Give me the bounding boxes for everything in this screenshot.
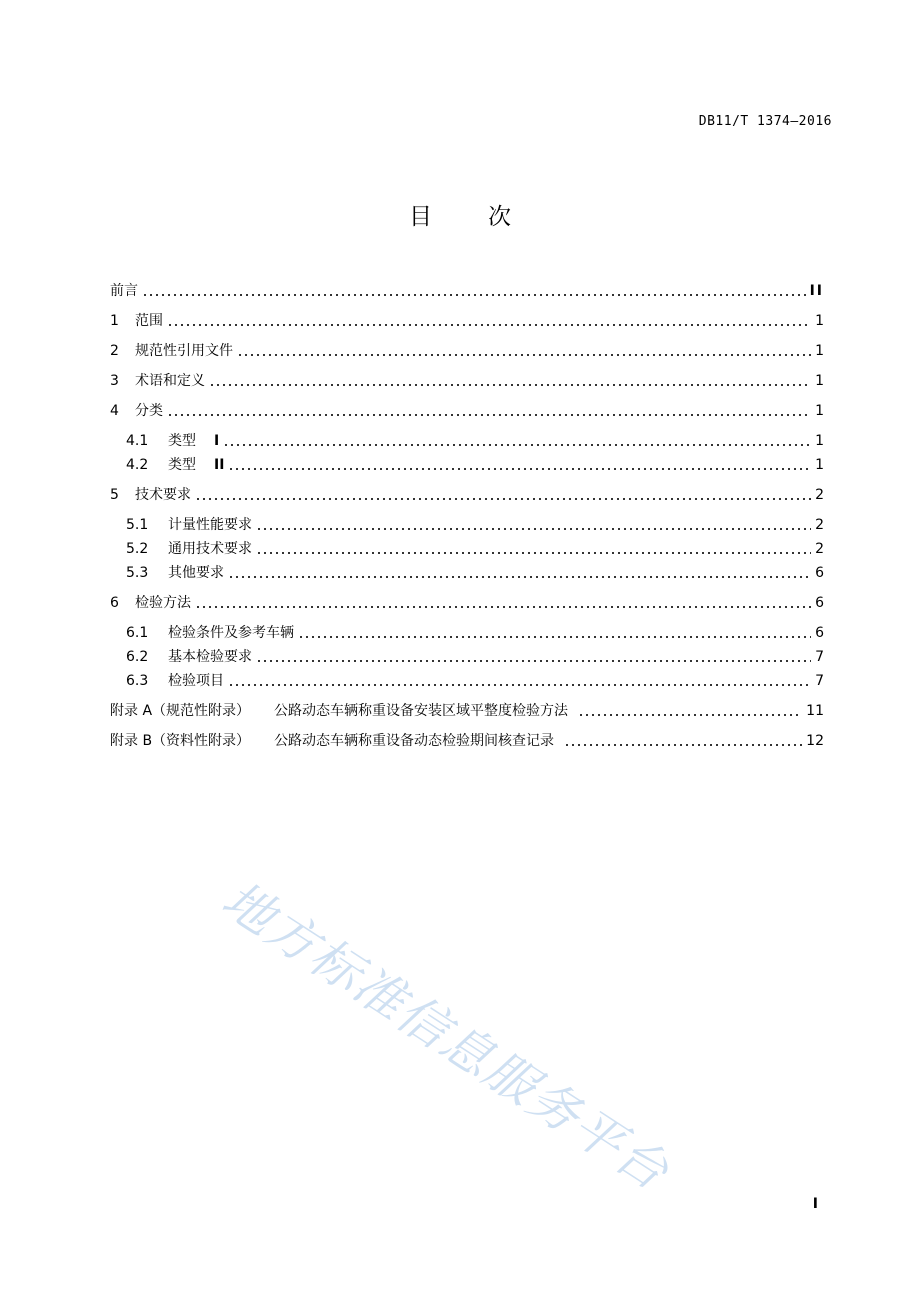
dot-leader	[228, 576, 811, 578]
toc-entry-number: 3	[110, 373, 119, 389]
toc-entry-page: 1	[815, 457, 824, 473]
toc-entry-label: 检验方法	[135, 595, 191, 611]
toc-entry-number: 5.2	[126, 541, 149, 557]
toc-entry-page: 1	[815, 313, 824, 329]
toc-entry-page: 7	[815, 673, 824, 689]
dot-leader	[167, 324, 811, 326]
toc-entry-number: 5.1	[126, 517, 149, 533]
toc-entry-label: 检验条件及参考车辆	[168, 625, 294, 641]
toc-title-char-2: 次	[488, 204, 511, 230]
toc-entry-label: 基本检验要求	[168, 649, 252, 665]
toc-entry-appendix-a[interactable]	[110, 700, 824, 722]
toc-entry-label: 前言	[110, 283, 138, 299]
toc-entry-page: 1	[815, 343, 824, 359]
toc-entry-page: 6	[815, 625, 824, 641]
toc-entry-label: 计量性能要求	[168, 517, 252, 533]
toc-entry-test-items[interactable]	[110, 670, 824, 692]
toc-entry-page: 6	[815, 595, 824, 611]
toc-entry-metrological-requirements[interactable]	[110, 514, 824, 536]
dot-leader	[237, 354, 811, 356]
toc-entry-foreword[interactable]	[110, 280, 824, 302]
dot-leader	[195, 606, 811, 608]
toc-entry-other-requirements[interactable]	[110, 562, 824, 584]
toc-entry-label: 类型 I	[168, 433, 220, 449]
toc-entry-label: 附录 B（资料性附录）	[110, 733, 251, 749]
roman-numeral: I	[214, 433, 220, 449]
roman-numeral: II	[214, 457, 225, 473]
document-code: DB11/T 1374—2016	[698, 114, 832, 129]
toc-entry-number: 5.3	[126, 565, 149, 581]
toc-title-char-1: 目	[409, 204, 432, 230]
toc-entry-page: 6	[815, 565, 824, 581]
toc-entry-label: 技术要求	[135, 487, 191, 503]
toc-entry-basic-test-requirements[interactable]	[110, 646, 824, 668]
toc-entry-number: 1	[110, 313, 119, 329]
dot-leader	[228, 684, 811, 686]
toc-entry-test-methods[interactable]	[110, 592, 824, 614]
toc-entry-number: 5	[110, 487, 119, 503]
toc-entry-label: 类型 II	[168, 457, 225, 473]
toc-entry-number: 4	[110, 403, 119, 419]
toc-entry-terms-definitions[interactable]	[110, 370, 824, 392]
toc-entry-classification[interactable]	[110, 400, 824, 422]
page-number: I	[812, 1196, 818, 1212]
dot-leader	[256, 552, 811, 554]
toc-entry-appendix-title: 公路动态车辆称重设备安装区域平整度检验方法	[274, 703, 569, 719]
toc-entry-number: 6	[110, 595, 119, 611]
toc-entry-type-2[interactable]	[110, 454, 824, 476]
toc-entry-page: 1	[815, 403, 824, 419]
dot-leader	[209, 384, 811, 386]
table-of-contents	[110, 0, 824, 1302]
toc-entry-technical-requirements[interactable]	[110, 484, 824, 506]
toc-entry-page: II	[809, 283, 824, 299]
toc-entry-number: 4.1	[126, 433, 149, 449]
toc-entry-appendix-title: 公路动态车辆称重设备动态检验期间核查记录	[274, 733, 555, 749]
toc-entry-label: 其他要求	[168, 565, 224, 581]
watermark: 地方标准信息服务平台	[212, 870, 680, 1202]
toc-entry-appendix-b[interactable]	[110, 730, 824, 752]
toc-entry-page: 12	[806, 733, 824, 749]
dot-leader	[223, 444, 811, 446]
toc-entry-number: 6.3	[126, 673, 149, 689]
toc-entry-page: 11	[806, 703, 824, 719]
toc-entry-type-1[interactable]	[110, 430, 824, 452]
toc-entry-label: 范围	[135, 313, 163, 329]
dot-leader	[564, 744, 802, 746]
toc-entry-label: 分类	[135, 403, 163, 419]
toc-entry-page: 2	[815, 541, 824, 557]
toc-entry-normative-references[interactable]	[110, 340, 824, 362]
toc-entry-number: 6.1	[126, 625, 149, 641]
toc-entry-number: 4.2	[126, 457, 149, 473]
dot-leader	[298, 636, 811, 638]
toc-entry-page: 1	[815, 373, 824, 389]
toc-entry-scope[interactable]	[110, 310, 824, 332]
dot-leader	[142, 294, 806, 296]
dot-leader	[228, 468, 811, 470]
toc-entry-page: 2	[815, 487, 824, 503]
dot-leader	[167, 414, 811, 416]
toc-entry-general-technical-requirements[interactable]	[110, 538, 824, 560]
toc-entry-number: 2	[110, 343, 119, 359]
toc-entry-page: 2	[815, 517, 824, 533]
toc-entry-label: 附录 A（规范性附录）	[110, 703, 251, 719]
toc-entry-label: 检验项目	[168, 673, 224, 689]
toc-entry-label: 通用技术要求	[168, 541, 252, 557]
dot-leader	[195, 498, 811, 500]
toc-entry-test-conditions[interactable]	[110, 622, 824, 644]
toc-entry-label: 规范性引用文件	[135, 343, 233, 359]
toc-entry-number: 6.2	[126, 649, 149, 665]
dot-leader	[256, 528, 811, 530]
dot-leader	[256, 660, 811, 662]
toc-entry-page: 1	[815, 433, 824, 449]
toc-entry-label: 术语和定义	[135, 373, 205, 389]
dot-leader	[578, 714, 802, 716]
toc-entry-page: 7	[815, 649, 824, 665]
